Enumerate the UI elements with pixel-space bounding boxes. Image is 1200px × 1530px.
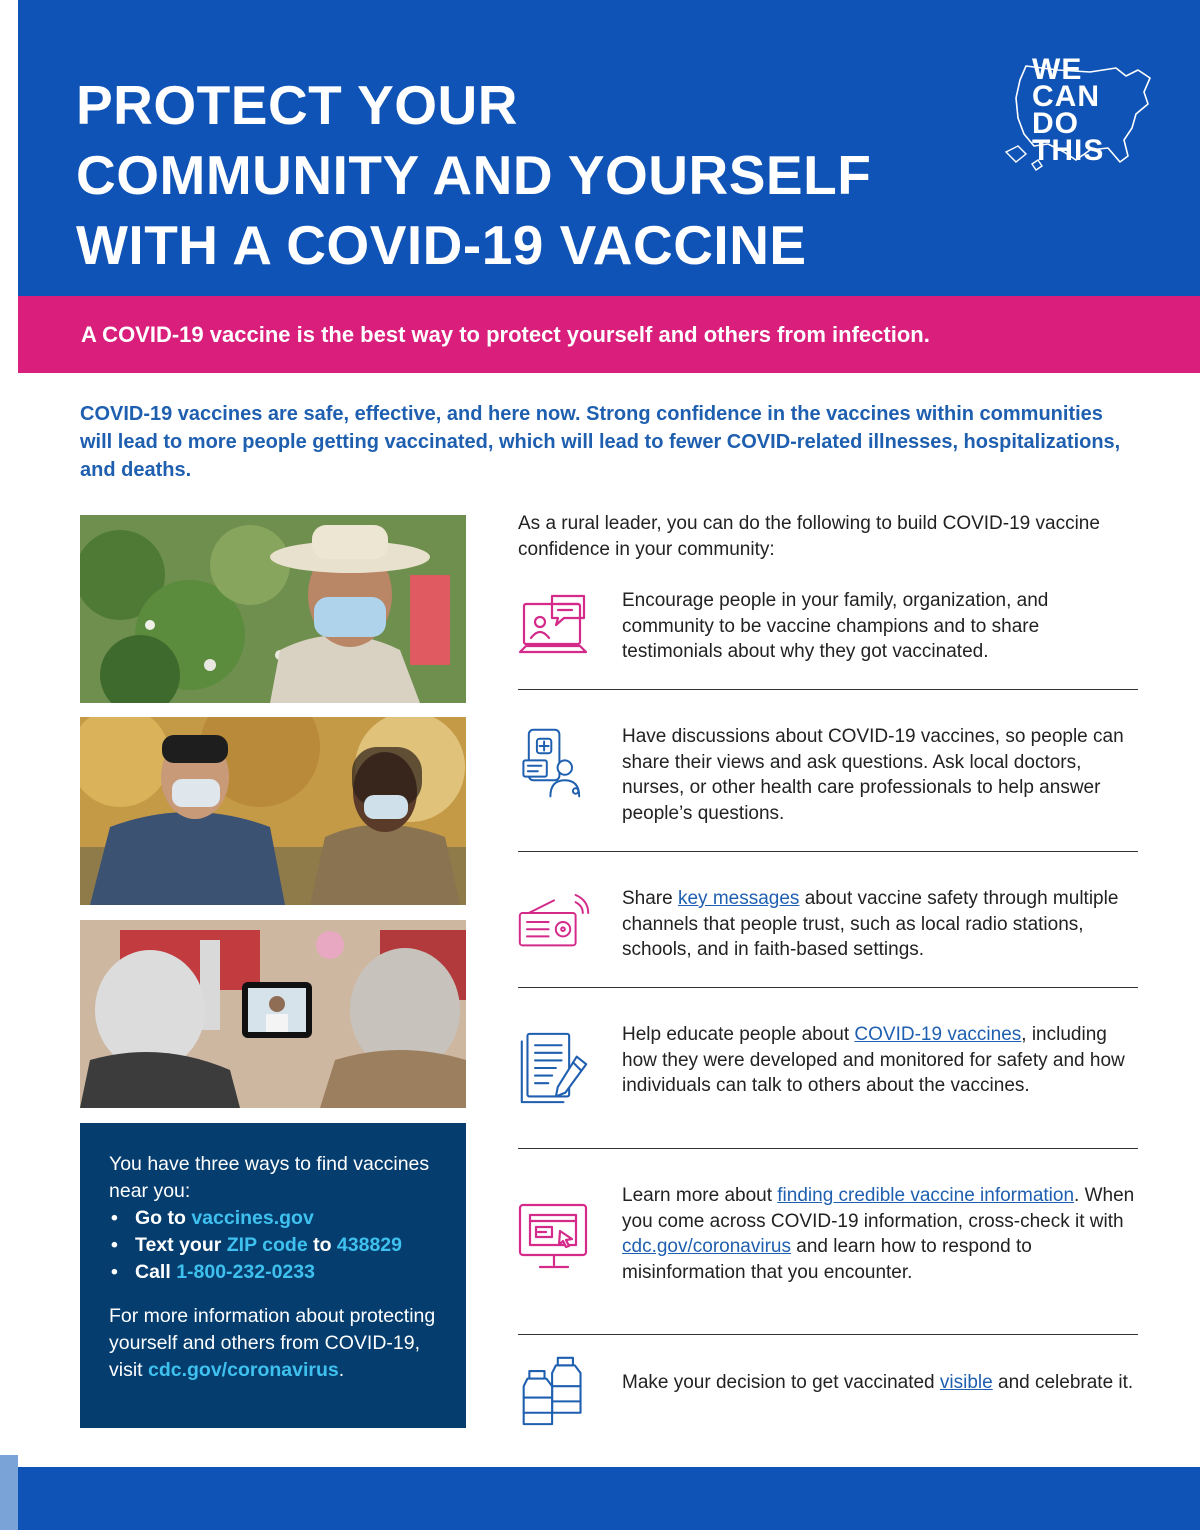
left-margin [0,0,18,1530]
lead-paragraph: As a rural leader, you can do the following to build COVID-19 vaccine confidence in your community: [518,513,1100,560]
action-text-part: Learn more about [622,1185,778,1206]
we-can-do-this-logo [998,48,1158,178]
man-in-hat-with-mask-photo [80,515,466,703]
photo-seniors-video-call [80,920,466,1108]
cdc-coronavirus-link[interactable]: cdc.gov/coronavirus [148,1359,339,1381]
action-text [622,886,1138,963]
zip-code-highlight: ZIP code [226,1234,308,1256]
tagline-text: A COVID-19 vaccine is the best way to protect yourself and others from infection. [81,321,930,347]
ways-item-website [109,1205,438,1232]
vaccine-vials-icon [518,1354,590,1426]
photo-two-people-masked [80,717,466,905]
left-margin-accent [0,1455,18,1530]
credible-info-link[interactable]: finding credible vaccine information [777,1185,1075,1206]
two-people-masked-outdoors-photo [80,717,466,905]
divider [518,689,1138,690]
divider [518,987,1138,988]
action-text-part: and learn how to respond to misinformation that you encounter. [622,1236,1032,1283]
sms-number-highlight: 438829 [336,1234,402,1256]
covid-vaccines-link[interactable]: COVID-19 vaccines [854,1024,1022,1045]
ways-item-phone [109,1259,438,1286]
monitor-browser-icon [518,1203,590,1275]
page-title [76,70,871,280]
vaccines-gov-link[interactable]: vaccines.gov [191,1207,314,1229]
document-pen-icon [518,1032,590,1104]
tagline-banner [18,296,1200,373]
find-vaccines-box [80,1123,466,1428]
action-text-part: . When you come across COVID-19 information, cross-check it with [622,1185,1135,1232]
cdc-gov-coronavirus-link[interactable]: cdc.gov/coronavirus [622,1236,791,1257]
action-text-part: Encourage people in your family, organization, and community to be vaccine champions and to share testimonials about why they got vaccinated. [622,590,1049,662]
phone-number-link[interactable]: 1-800-232-0233 [176,1261,315,1283]
logo-word-2: CAN [1032,80,1100,113]
action-text-part: Help educate people about [622,1024,855,1045]
ways-item-text: Text your [135,1234,227,1256]
radio-icon [518,886,590,958]
phone-doctor-icon [518,728,590,800]
footer-bar [18,1467,1200,1530]
action-text-part: , including how they were developed and monitored for safety and how individuals can talk to others about the vaccines. [622,1024,1125,1096]
ways-list [109,1205,438,1286]
divider [518,851,1138,852]
ways-heading: You have three ways to find vaccines near you: [109,1153,430,1202]
page-title-line-1: PROTECT YOUR [76,74,518,136]
action-text-part: Make your decision to get vaccinated [622,1372,940,1393]
page-title-line-3: WITH A COVID-19 VACCINE [76,214,807,276]
action-text [622,1370,1138,1396]
action-text-part: Share [622,888,678,909]
photo-man-in-hat-with-mask [80,515,466,703]
seniors-video-call-doctor-photo [80,920,466,1108]
divider [518,1334,1138,1335]
logo-wordmark [1032,53,1105,167]
more-info-period: . [338,1359,345,1381]
page-title-line-2: COMMUNITY AND YOURSELF [76,144,872,206]
visible-link[interactable]: visible [939,1372,993,1393]
action-text-part: Have discussions about COVID-19 vaccines, so people can share their views and ask questions. Ask local doctors, nurses, or other health care professionals to help answer people’s questions. [622,726,1124,824]
logo-word-4: THIS [1032,134,1105,167]
divider [518,1148,1138,1149]
header-banner [18,0,1200,296]
action-text-part: about vaccine safety through multiple channels that people trust, such as local radio stations, schools, and in faith-based settings. [622,888,1119,960]
ways-item-text-message [109,1232,438,1259]
action-text [622,1022,1138,1099]
ways-item-text: to [307,1234,337,1256]
logo-word-1: WE [1032,53,1083,86]
action-text [622,588,1138,665]
ways-item-text: Go to [135,1207,192,1229]
action-text [622,724,1138,826]
ways-item-text: Call [135,1261,177,1283]
intro-paragraph: COVID-19 vaccines are safe, effective, and here now. Strong confidence in the vaccines within communities will lead to more people getting vaccinated, which will lead to fewer COVID-related illnesses, hospitalizations, and deaths. [80,403,1121,481]
action-text [622,1183,1138,1285]
key-messages-link[interactable]: key messages [677,888,800,909]
more-info-lead: For more information about protecting yourself and others from COVID-19, visit [109,1305,436,1381]
logo-word-3: DO [1032,107,1079,140]
laptop-chat-icon [518,592,590,664]
action-text-part: and celebrate it. [992,1372,1134,1393]
more-info-text [109,1303,438,1384]
